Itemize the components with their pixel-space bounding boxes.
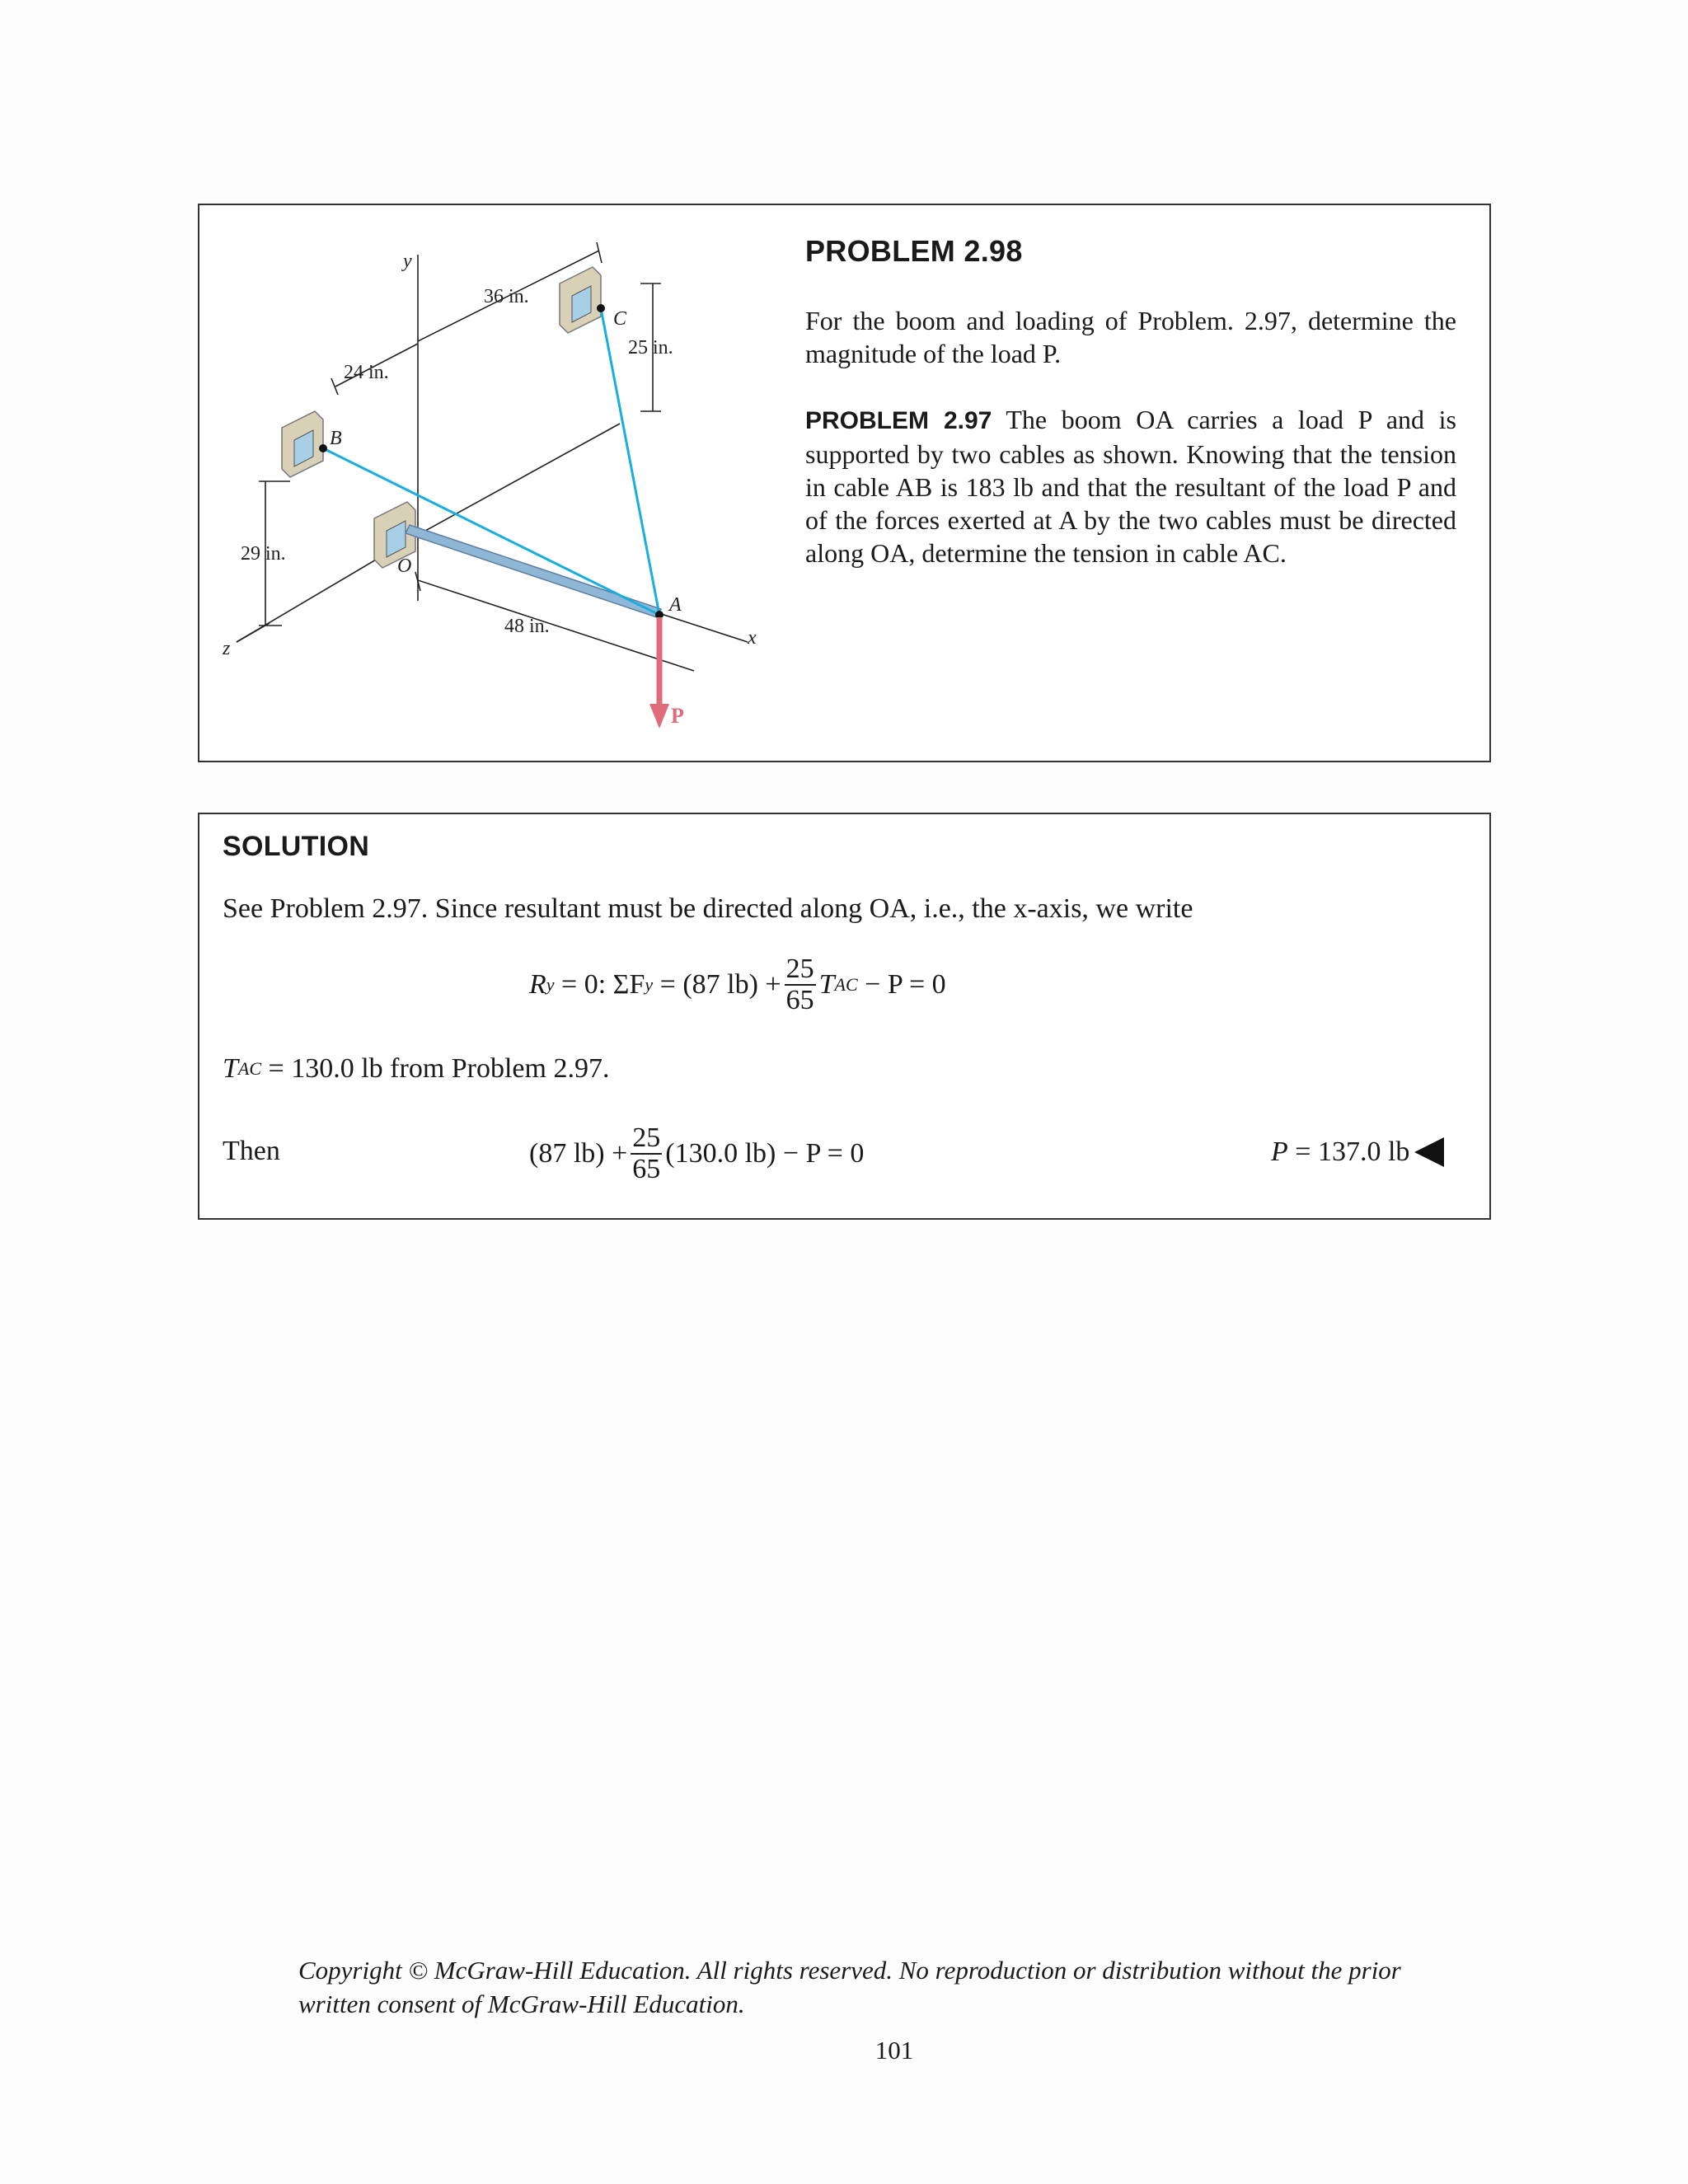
dim-48: 48 in.	[504, 616, 550, 637]
solution-heading: SOLUTION	[223, 831, 370, 862]
solution-intro: See Problem 2.97. Since resultant must be directed along OA, i.e., the x-axis, we write	[223, 893, 1193, 924]
problem-title: PROBLEM 2.98	[805, 234, 1023, 268]
final-answer: P = 137.0 lb	[1271, 1136, 1446, 1169]
dim-36: 36 in.	[484, 286, 529, 307]
label-b: B	[330, 428, 342, 449]
problem-statement: For the boom and loading of Problem. 2.97, determine the magnitude of the load P.	[805, 306, 1456, 368]
point-b	[319, 444, 327, 452]
then-label: Then	[223, 1136, 280, 1166]
point-c	[597, 304, 605, 312]
answer-marker-icon	[1413, 1136, 1446, 1169]
reference-statement: The boom OA carries a load P and is supported by two cables as shown. Knowing that the tension in cable AB is 183 lb and that the resultant of the load P and of the forces exerted at A by the two cables must be directed along OA, determine the tension in cable AC.	[805, 405, 1456, 568]
dim-25: 25 in.	[628, 337, 673, 359]
bracket-b	[282, 411, 323, 477]
boom-oa	[406, 525, 661, 617]
reference-title: PROBLEM 2.97	[805, 407, 992, 434]
cable-ab	[323, 448, 659, 615]
dim-24: 24 in.	[344, 362, 389, 383]
solution-panel	[198, 813, 1491, 1220]
label-x: x	[748, 627, 757, 649]
label-p: P	[671, 704, 684, 728]
equation-final: (87 lb) + $\frac{25}{65}$ (130.0 lb) − P = 0	[529, 1122, 865, 1184]
label-a: A	[669, 594, 682, 616]
problem-panel	[198, 204, 1491, 762]
label-c: C	[613, 308, 627, 330]
reference-problem	[805, 403, 1456, 569]
label-y: y	[403, 251, 412, 272]
copyright-notice: Copyright © McGraw-Hill Education. All rights reserved. No reproduction or distribution without the prior written consent of McGraw-Hill Education.	[298, 1956, 1401, 2018]
equation-sum-fy: R y = 0: ΣF y = (87 lb) + $\frac{25}{65}$ T AC − P = 0	[529, 954, 946, 1015]
back-baseline	[418, 424, 620, 535]
bracket-c	[560, 267, 601, 333]
tac-result: T AC = 130.0 lb from Problem 2.97.	[223, 1053, 610, 1084]
label-z: z	[223, 638, 231, 659]
boom-figure	[199, 205, 826, 761]
dim-29: 29 in.	[241, 543, 286, 565]
label-o: O	[397, 555, 412, 577]
load-arrow-head	[649, 704, 669, 729]
page-number: 101	[874, 2036, 914, 2064]
